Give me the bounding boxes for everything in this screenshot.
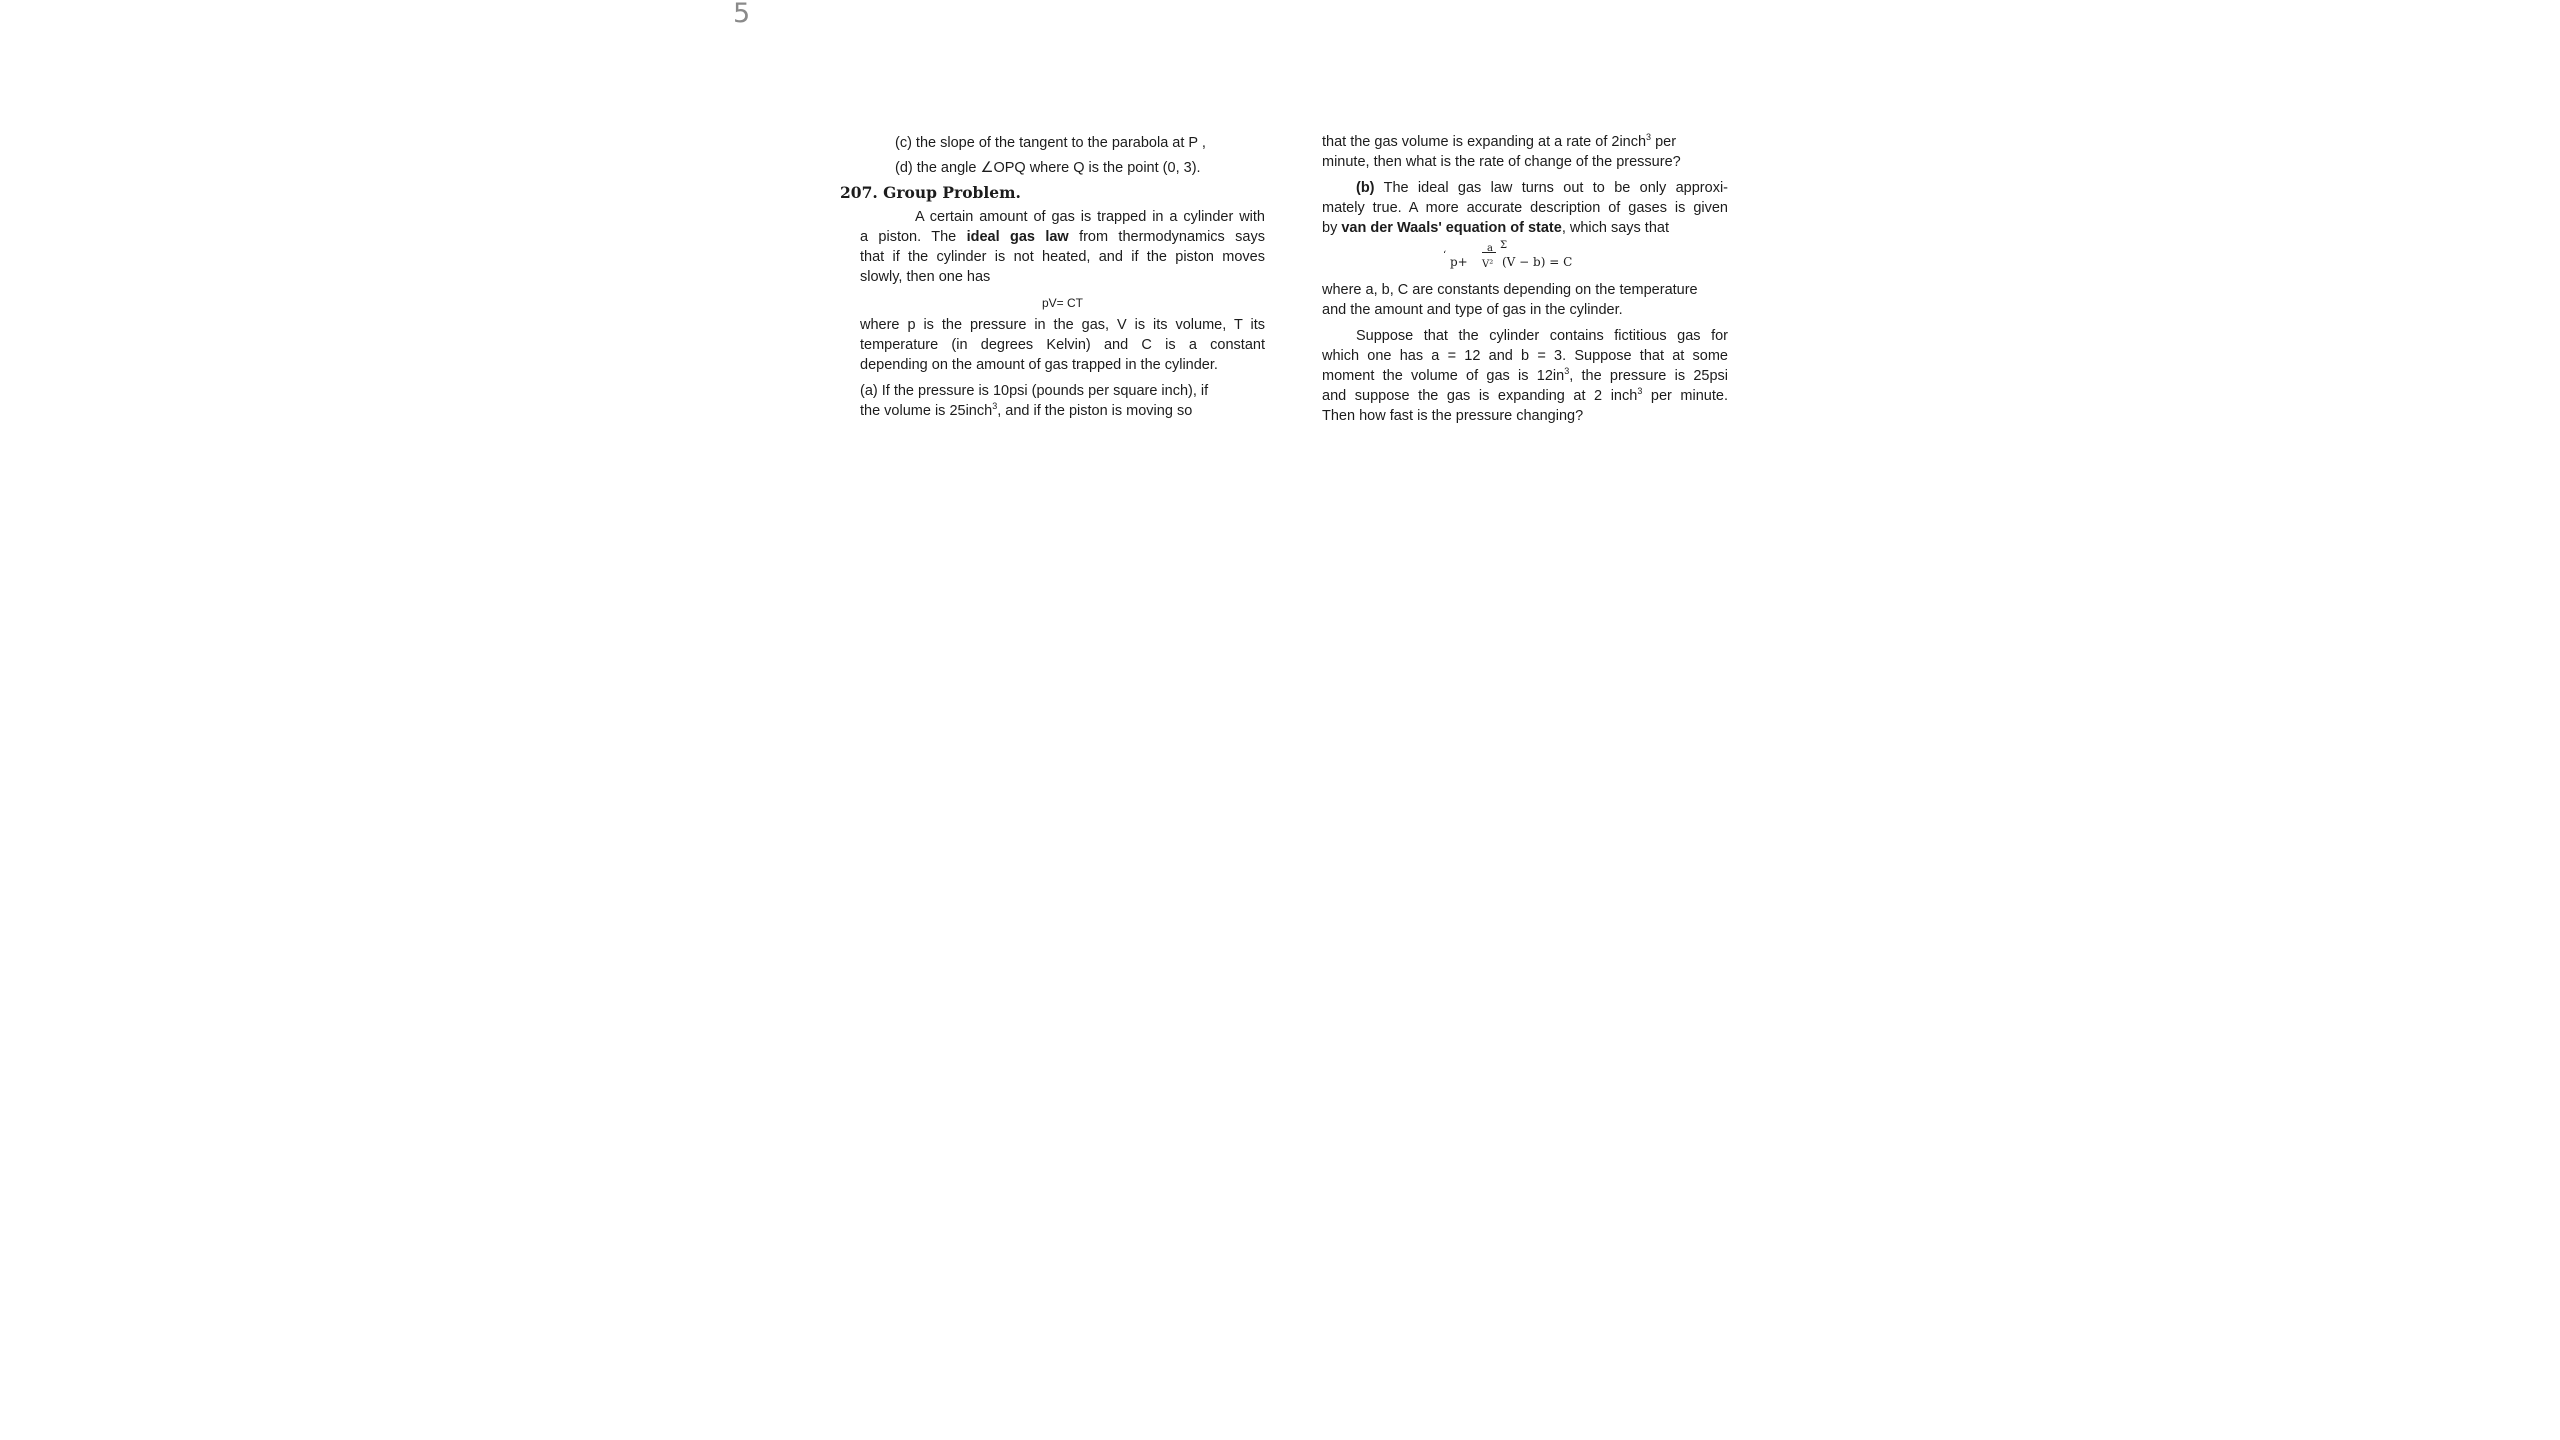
part-b-line-3: by van der Waals' equation of state, which says that	[1322, 220, 1669, 236]
where-line-1: where p is the pressure in the gas, V is its volume, T its	[860, 317, 1265, 333]
part-b-line-1: (b) The ideal gas law turns out to be only approxi-	[1356, 180, 1728, 196]
suppose-line-2: which one has a = 12 and b = 3. Suppose that at some	[1322, 348, 1728, 364]
intro-line-4: slowly, then one has	[860, 269, 991, 285]
ideal-gas-law-term: ideal gas law	[966, 229, 1069, 245]
cont-line-2: minute, then what is the rate of change of the pressure?	[1322, 154, 1681, 170]
right-column	[1322, 132, 1728, 426]
cont-line-1: that the gas volume is expanding at a rate of 2inch$^3$ per	[1322, 132, 1677, 150]
problem-heading: 207. Group Problem.	[840, 183, 1021, 202]
left-column	[840, 133, 1265, 421]
item-d: (d) the angle ∠OPQ where Q is the point (0, 3).	[895, 160, 1201, 176]
where-line-3: depending on the amount of gas trapped in the cylinder.	[860, 357, 1218, 373]
item-c: (c) the slope of the tangent to the parabola at P ,	[895, 135, 1206, 151]
part-a-line-2: the volume is 25inch$^3$, and if the piston is moving so	[860, 401, 1193, 419]
van-der-waals-equation: ʻ Σ p+ a V² (V − b) = C	[1443, 240, 1573, 270]
where-b-line-1: where a, b, C are constants depending on the temperature	[1322, 282, 1698, 298]
suppose-line-3: moment the volume of gas is $12in^3$, the pressure is 25psi	[1322, 366, 1728, 384]
van-der-waals-term: van der Waals' equation of state	[1341, 220, 1562, 236]
suppose-line-5: Then how fast is the pressure changing?	[1322, 408, 1584, 424]
intro-line-2: a piston. The ideal gas law from thermodynamics says	[860, 229, 1265, 245]
ideal-gas-equation: pV= CT	[1041, 296, 1083, 310]
intro-line-3: that if the cylinder is not heated, and if the piston moves	[860, 249, 1265, 265]
suppose-line-4: and suppose the gas is expanding at 2 inch$^3$ per minute.	[1322, 386, 1728, 404]
intro-paragraph	[840, 207, 1265, 421]
suppose-line-1: Suppose that the cylinder contains fictitious gas for	[1356, 328, 1728, 344]
where-b-line-2: and the amount and type of gas in the cylinder.	[1322, 302, 1623, 318]
page-number: 5	[733, 0, 751, 29]
part-b-line-2: mately true. A more accurate description of gases is given	[1322, 200, 1728, 216]
where-line-2: temperature (in degrees Kelvin) and C is a constant	[860, 337, 1265, 353]
intro-line-1: A certain amount of gas is trapped in a cylinder with	[915, 209, 1265, 225]
part-a-line-1: (a) If the pressure is 10psi (pounds per square inch), if	[860, 383, 1209, 399]
